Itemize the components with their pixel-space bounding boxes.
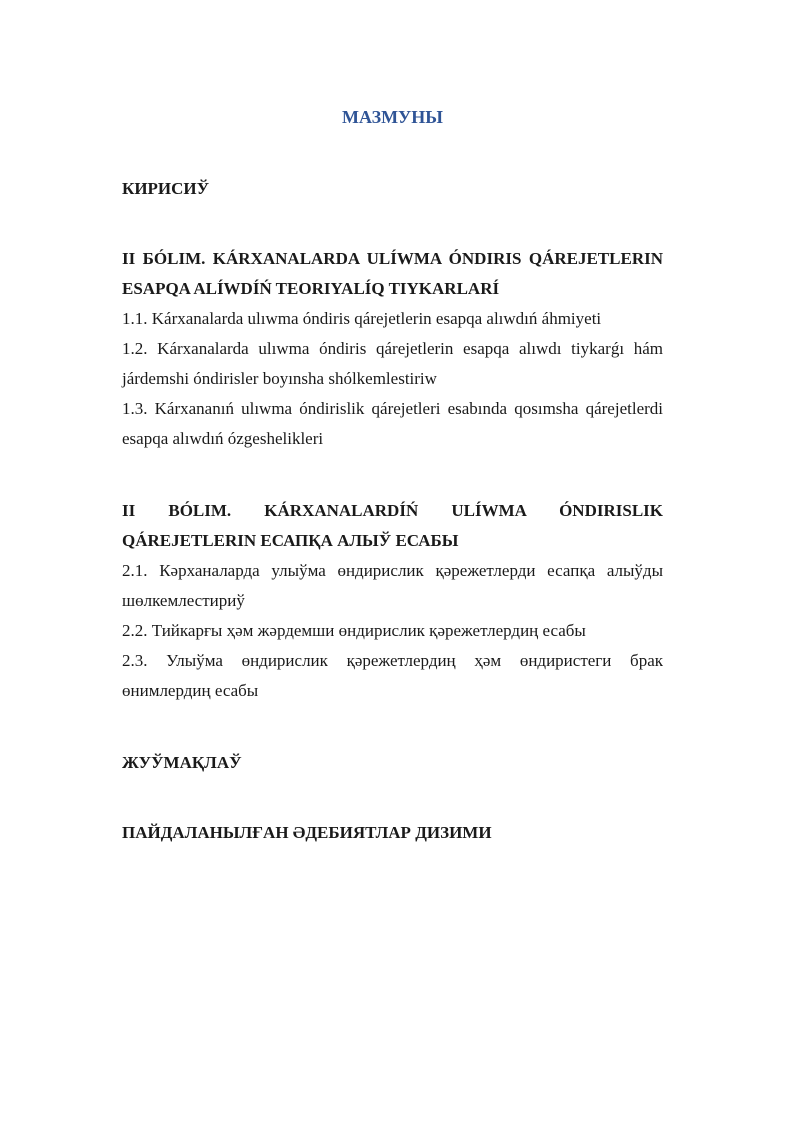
page-title: МАЗМУНЫ bbox=[342, 107, 443, 127]
table-of-contents bbox=[122, 100, 663, 848]
toc-item-1-2: 1.2. Kárxanalarda ulıwma óndiris qárejetlerin esapqa alıwdı tiykarǵı hám járdemshi óndirisler boyınsha shólkemlestiriw bbox=[122, 339, 663, 388]
toc-item-1-3: 1.3. Kárxananıń ulıwma óndirislik qárejetleri esabında qosımsha qárejetlerdi esapqa alıwdıń ózgeshelikleri bbox=[122, 399, 663, 448]
toc-item-2-1: 2.1. Кәрханаларда улыўма өндирислик қәрежетлерди есапқа алыўды шөлкемлестириў bbox=[122, 561, 663, 610]
toc-intro: КИРИСИЎ bbox=[122, 179, 210, 198]
toc-part1-heading: II БÓLIM. KÁRXANALARDA ULÍWMA ÓNDIRIS QÁREJETLERIN ESAPQA ALÍWDÍŃ TEORIYALÍQ TIYKARLARÍ bbox=[122, 249, 663, 298]
toc-references: ПАЙДАЛАНЫЛҒАН ӘДЕБИЯТЛАР ДИЗИМИ bbox=[122, 823, 492, 842]
toc-item-2-3: 2.3. Улыўма өндирислик қәрежетлердиң ҳәм өндиристеги брак өнимлердиң есабы bbox=[122, 651, 663, 700]
toc-part2-heading: II BÓLIM. KÁRXANALARDÍŃ ULÍWMA ÓNDIRISLIK QÁREJETLERIN ЕСАПҚА АЛЫЎ ЕСАБЫ bbox=[122, 501, 663, 550]
toc-item-1-1: 1.1. Kárxanalarda ulıwma óndiris qárejetlerin esapqa alıwdıń áhmiyeti bbox=[122, 309, 602, 328]
toc-item-2-2: 2.2. Тийкарғы ҳәм жәрдемши өндирислик қәрежетлердиң есабы bbox=[122, 621, 586, 640]
toc-conclusion: ЖУЎМАҚЛАЎ bbox=[122, 753, 242, 772]
